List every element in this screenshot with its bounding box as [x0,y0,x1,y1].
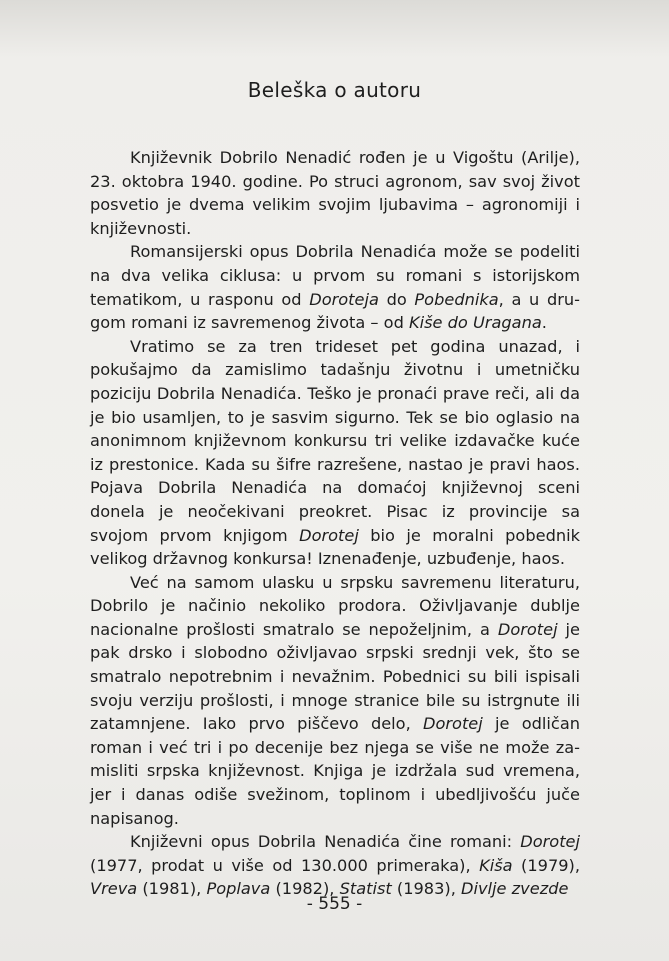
text-run: bio je moralni pobednik velikog državnog konkursa! Iznenađenje, uzbuđenje, haos. [90,525,580,569]
book-title-italic: Vreva [90,879,138,899]
paragraph [90,335,580,571]
book-title-italic: Kiša [479,855,513,875]
paragraph [90,146,580,240]
text-run: . [541,313,547,333]
page-number: - 555 - [306,894,363,914]
book-title-italic: Doroteja [309,289,379,309]
text-run: (1977, prodat u više od 130.000 primeraka), [90,855,480,875]
section-title: Beleška o autoru [247,78,422,102]
text-run: Već na samom ulasku u srpsku savremenu literaturu, Dobrilo je načinio nekoliko prodora. Oživljavanje dublje nacionalne prošlosti smatralo se nepoželjnim, a [90,572,580,639]
body-text [90,146,580,901]
book-title-italic: Kiše do Uragana [408,313,542,333]
text-run: (1982), [270,879,340,899]
text-run: (1979), [512,855,580,875]
paragraph [90,571,580,831]
book-title-italic: Divlje zvezde [461,879,569,899]
book-title-italic: Dorotej [423,714,483,734]
book-title-italic: Statist [339,879,392,899]
text-run: do [378,289,415,309]
text-run: Vratimo se za tren trideset pet godina unazad, i pokušajmo da zamislimo tadašnju životnu i umetničku poziciju Dobrila Nenadića. Teško je pronaći prave reči, ali da je bio usamljen, to je sasvim sigurno. Tek se bio oglasio na anonimnom književnom konkursu tri velike izdavačke kuće iz prestonice. Kada su šifre razrešene, nastao je pravi haos. Pojava Dobrila Nenadića na domaćoj književnoj sceni donela je neočekivani preokret. Pisac iz provincije sa svojom prvom knjigom [90,336,580,545]
paragraph [90,240,580,334]
paragraph [90,830,580,901]
book-title-italic: Poplava [206,879,271,899]
text-run: , a u drugom romani iz savremenog života – od [90,289,580,333]
text-run: je odličan roman i već tri i po decenije bez njega se više ne može zamisliti srpska književnost. Knjiga je izdržala sud vremena, jer i danas odiše svežinom, toplinom i ubedljivošću juče napisanog. [90,714,580,828]
text-run: je pak drsko i slobodno oživljavao srpski srednji vek, što se smatralo nepotrebnim i nevažnim. Pobednici su bili ispisali svoju verziju prošlosti, i mnoge stranice bile su istrgnute ili zatamnjene. Iako prvo piščevo delo, [90,619,580,734]
text-run: (1981), [137,879,207,899]
book-title-italic: Pobednika [414,289,499,309]
book-title-italic: Dorotej [299,525,359,545]
text-run: Romansijerski opus Dobrila Nenadića može se podeliti na dva velika ciklusa: u prvom su romani s istorijskom tematikom, u rasponu od [90,242,580,309]
book-title-italic: Dorotej [520,832,580,852]
book-title-italic: Dorotej [497,619,558,639]
text-run: Književnik Dobrilo Nenadić rođen je u Vigoštu (Arilje), 23. oktobra 1940. godine. Po struci agronom, sav svoj život posvetio je dvema velikim svojim ljubavima – agronomiji i književnosti. [90,148,580,238]
text-run: Književni opus Dobrila Nenadića čine romani: [130,832,521,852]
text-run: (1983), [391,879,462,899]
